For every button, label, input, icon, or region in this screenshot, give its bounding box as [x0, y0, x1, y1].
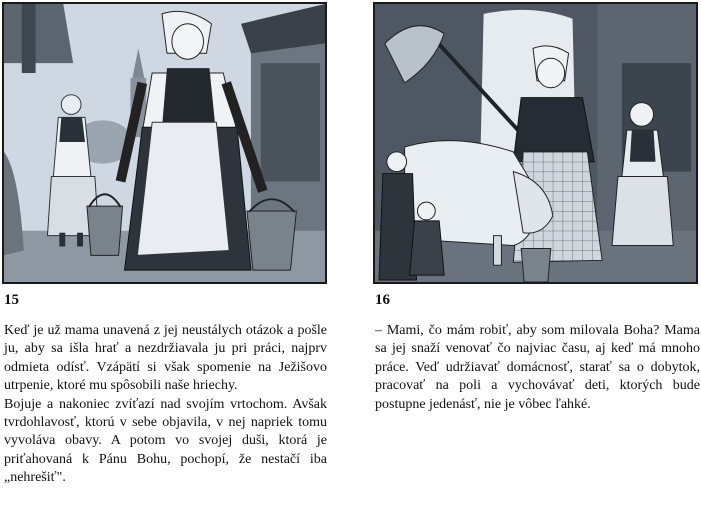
panel-number-16: 16 — [375, 292, 390, 308]
caption-text-16 — [375, 322, 700, 414]
illustration-mother-with-cow-and-children — [375, 4, 696, 282]
caption-16-paragraph-1: – Mami, čo mám robiť, aby som milovala Boha? Mama sa jej snaží venovať čo najviac času, aj keď má mnoho práce. Veď udržiavať domácnosť, starať sa o dobytok, pracovať na poli a vychovávať deti, ktorých bude postupne jedenásť, nie je vôbec ľahké. — [375, 323, 700, 412]
illustration-panel-16 — [373, 2, 698, 284]
caption-text-15 — [4, 322, 327, 488]
panel-number-15: 15 — [4, 292, 19, 308]
illustration-panel-15 — [2, 2, 327, 284]
caption-15-paragraph-2: Bojuje a nakoniec zvíťazí nad svojím vrtochom. Avšak tvrdohlavosť, ktorú v sebe objavila, v nej napriek tomu vyvoláva obavy. A potom vo svojej duši, ktorá je priťahovaná k Pánu Bohu, pochopí, že nestačí iba „nehrešiť". — [4, 396, 327, 486]
caption-15-paragraph-1: Keď je už mama unavená z jej neustálych otázok a pošle ju, aby sa išla hrať a nezdržiavala ju pri práci, najprv odmieta odísť. Vzápätí si však spomenie na Ježišovo utrpenie, ktoré mu spôsobili naše hriechy. — [4, 323, 327, 394]
illustration-mother-carrying-buckets — [4, 4, 325, 282]
